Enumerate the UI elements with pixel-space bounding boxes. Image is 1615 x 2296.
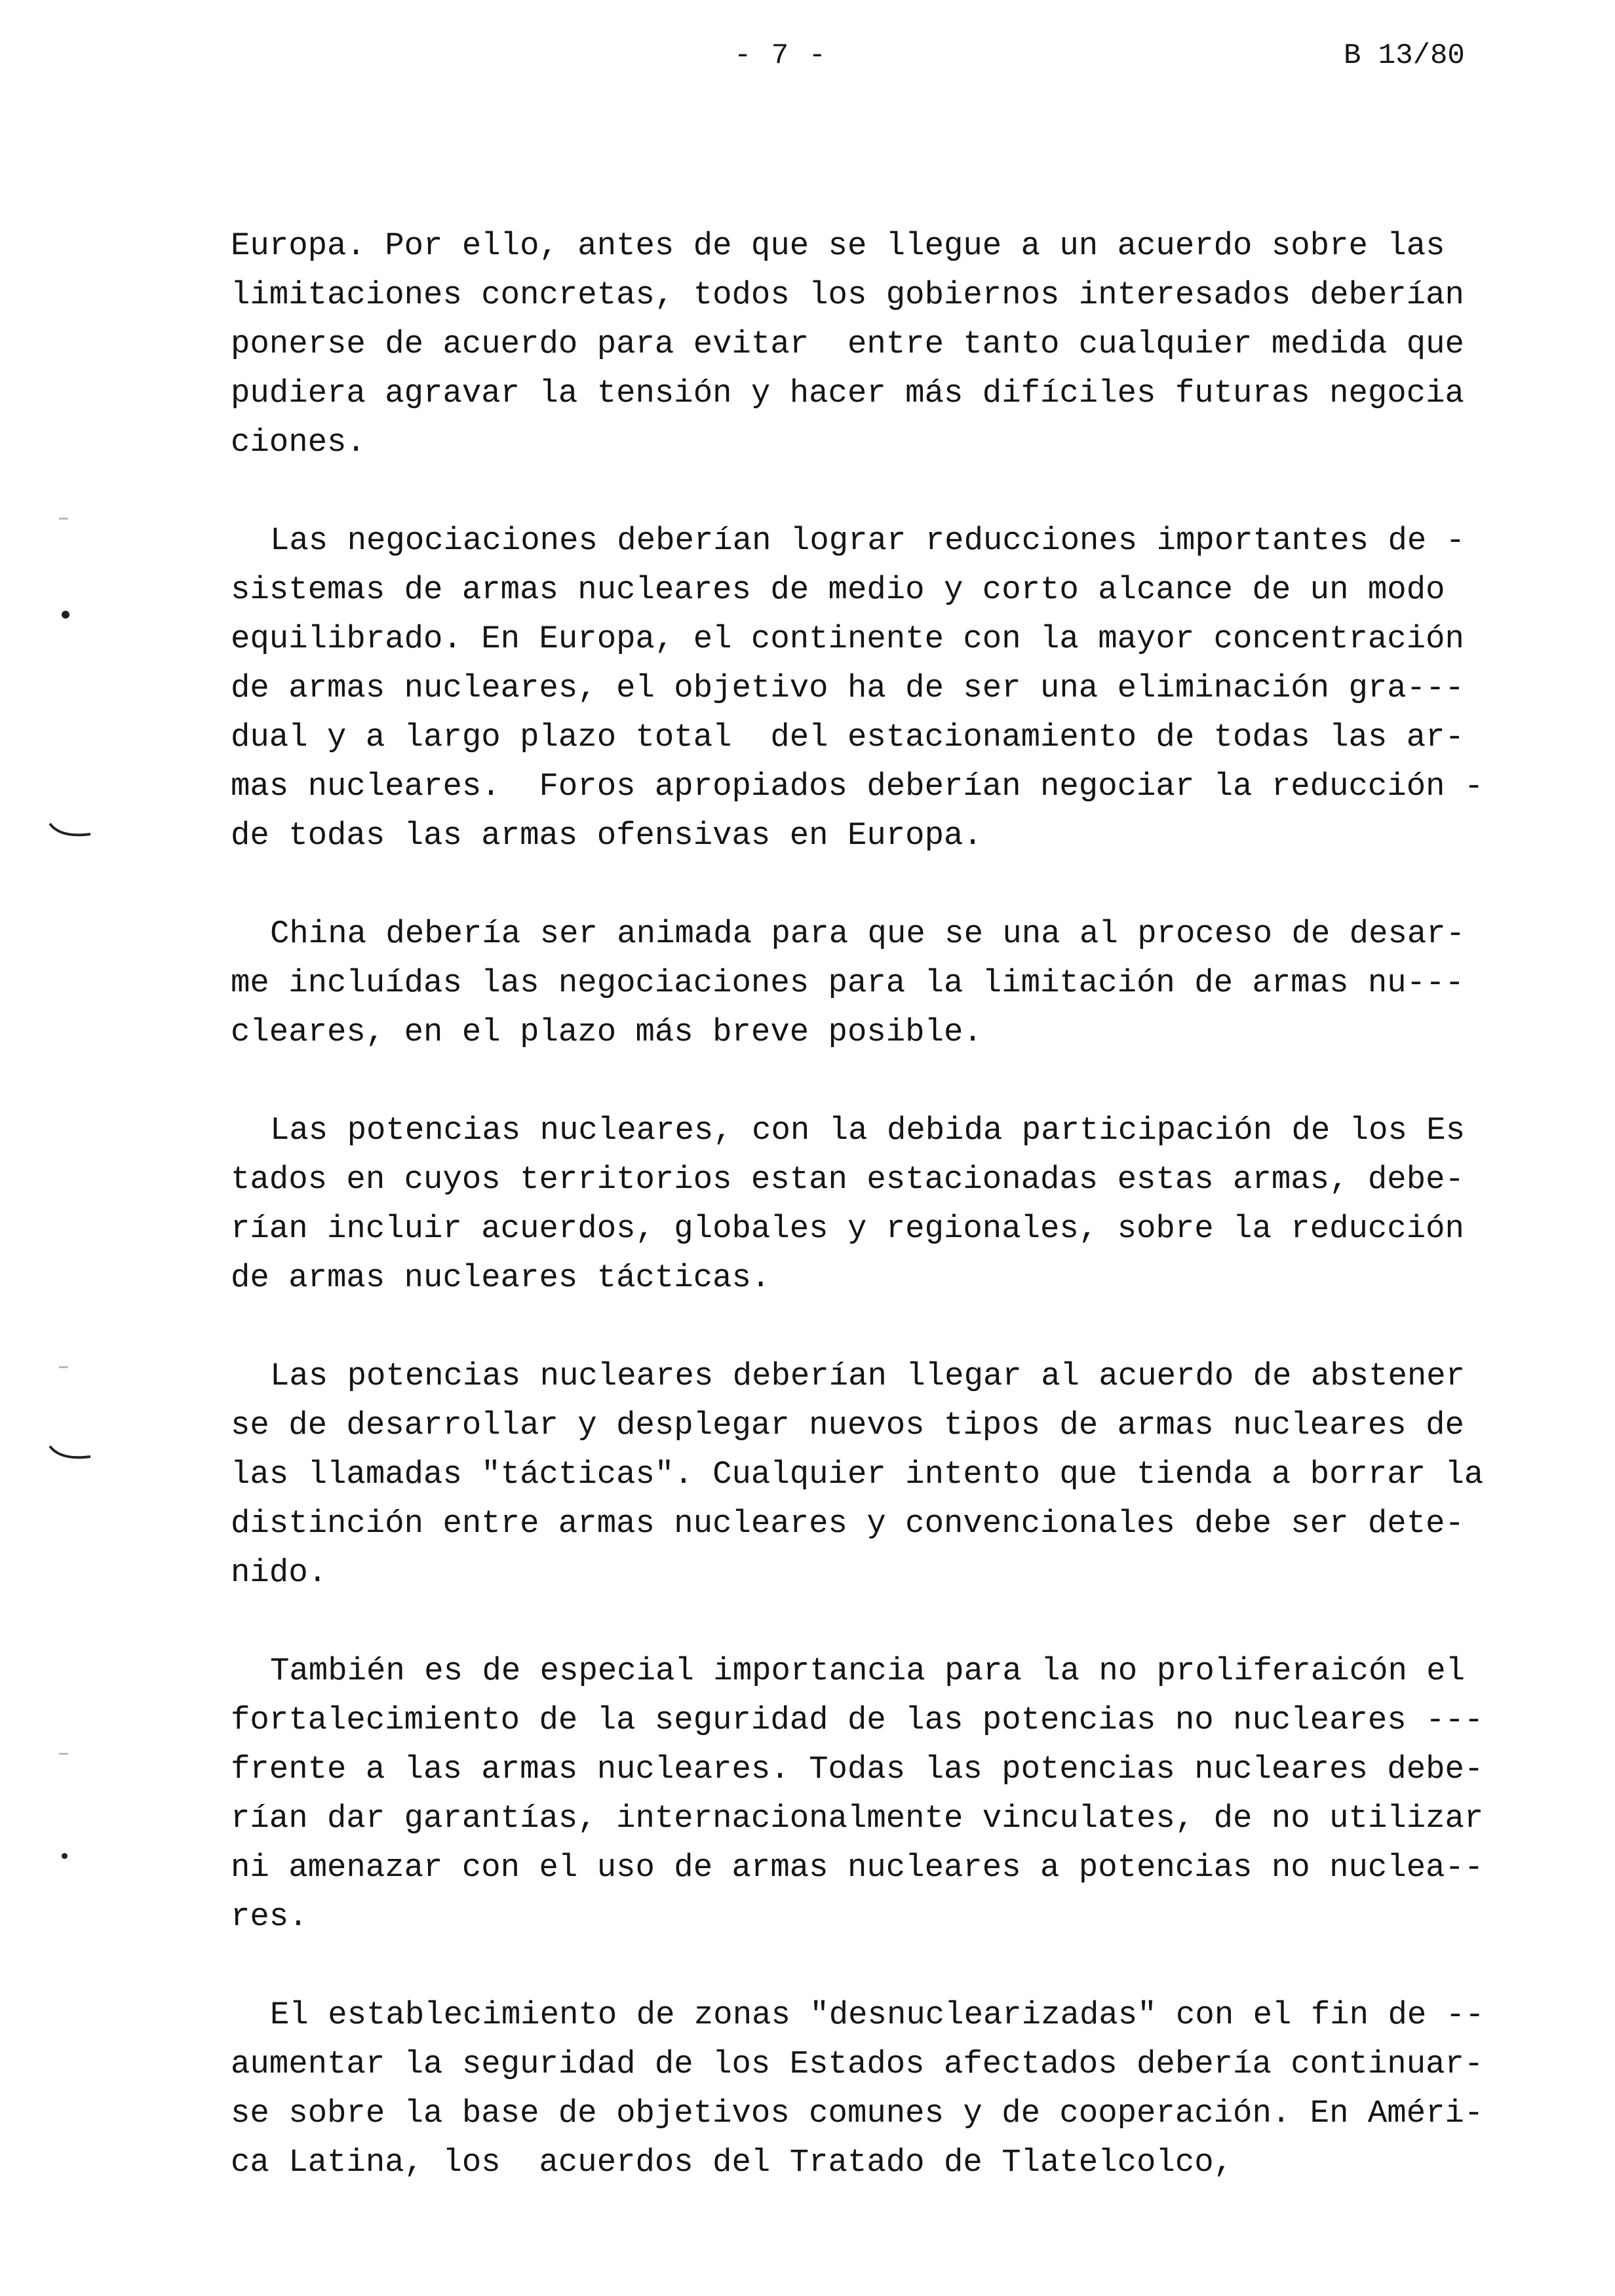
document-body (231, 221, 1489, 2236)
text-line: El establecimiento de zonas "desnuclearizadas" con el fin de -- (270, 1997, 1485, 2033)
text-line: Las negociaciones deberían lograr reducciones importantes de - (270, 522, 1466, 559)
text-line: dual y a largo plazo total del estacionamiento de todas las ar- (231, 719, 1464, 756)
text-line: me incluídas las negociaciones para la limitación de armas nu--- (231, 965, 1464, 1001)
margin-mark (59, 1753, 68, 1755)
text-line: fortalecimiento de la seguridad de las potencias no nucleares --- (231, 1702, 1484, 1738)
text-line: También es de especial importancia para la no proliferaicón el (270, 1653, 1466, 1689)
paragraph (231, 1106, 1489, 1303)
text-line: pudiera agravar la tensión y hacer más difíciles futuras negocia (231, 375, 1464, 411)
text-line: de todas las armas ofensivas en Europa. (231, 817, 983, 854)
margin-mark (59, 518, 68, 520)
text-line: Las potencias nucleares deberían llegar al acuerdo de abstener (270, 1358, 1466, 1394)
margin-mark (59, 1366, 68, 1368)
text-line: res. (231, 1898, 308, 1935)
text-line: rían dar garantías, internacionalmente vinculates, de no utilizar (231, 1800, 1484, 1837)
document-reference: B 13/80 (1344, 39, 1465, 72)
paragraph (231, 1991, 1489, 2187)
text-line: tados en cuyos territorios estan estacionadas estas armas, debe- (231, 1161, 1464, 1198)
margin-dot (62, 1853, 68, 1859)
punch-hole-mark (47, 822, 93, 839)
margin-dot (62, 611, 69, 619)
text-line: equilibrado. En Europa, el continente con la mayor concentración (231, 621, 1464, 657)
paragraph (231, 221, 1489, 467)
text-line: rían incluir acuerdos, globales y regionales, sobre la reducción (231, 1210, 1464, 1247)
paragraph (231, 1647, 1489, 1942)
text-line: mas nucleares. Foros apropiados deberían negociar la reducción - (231, 768, 1484, 805)
paragraph (231, 516, 1489, 860)
text-line: ponerse de acuerdo para evitar entre tanto cualquier medida que (231, 326, 1464, 362)
text-line: se de desarrollar y desplegar nuevos tipos de armas nucleares de (231, 1407, 1464, 1444)
text-line: ciones. (231, 424, 366, 461)
text-line: las llamadas "tácticas". Cualquier intento que tienda a borrar la (231, 1456, 1484, 1493)
text-line: aumentar la seguridad de los Estados afectados debería continuar- (231, 2046, 1484, 2082)
punch-hole-mark (47, 1445, 93, 1462)
text-line: ca Latina, los acuerdos del Tratado de Tlatelcolco, (231, 2144, 1234, 2181)
text-line: Las potencias nucleares, con la debida participación de los Es (270, 1112, 1466, 1149)
text-line: frente a las armas nucleares. Todas las potencias nucleares debe- (231, 1751, 1484, 1788)
text-line: de armas nucleares tácticas. (231, 1259, 771, 1296)
page-number: - 7 - (734, 39, 828, 72)
text-line: China debería ser animada para que se una al proceso de desar- (270, 915, 1466, 952)
text-line: limitaciones concretas, todos los gobiernos interesados deberían (231, 277, 1464, 313)
text-line: ni amenazar con el uso de armas nucleares a potencias no nuclea-- (231, 1849, 1484, 1886)
text-line: distinción entre armas nucleares y convencionales debe ser dete- (231, 1505, 1464, 1542)
paragraph (231, 1352, 1489, 1598)
text-line: nido. (231, 1554, 328, 1591)
text-line: sistemas de armas nucleares de medio y corto alcance de un modo (231, 571, 1445, 608)
paragraph (231, 909, 1489, 1057)
text-line: se sobre la base de objetivos comunes y de cooperación. En Améri- (231, 2095, 1484, 2132)
text-line: Europa. Por ello, antes de que se llegue a un acuerdo sobre las (231, 227, 1445, 264)
text-line: cleares, en el plazo más breve posible. (231, 1014, 983, 1050)
text-line: de armas nucleares, el objetivo ha de ser una eliminación gra--- (231, 670, 1464, 706)
